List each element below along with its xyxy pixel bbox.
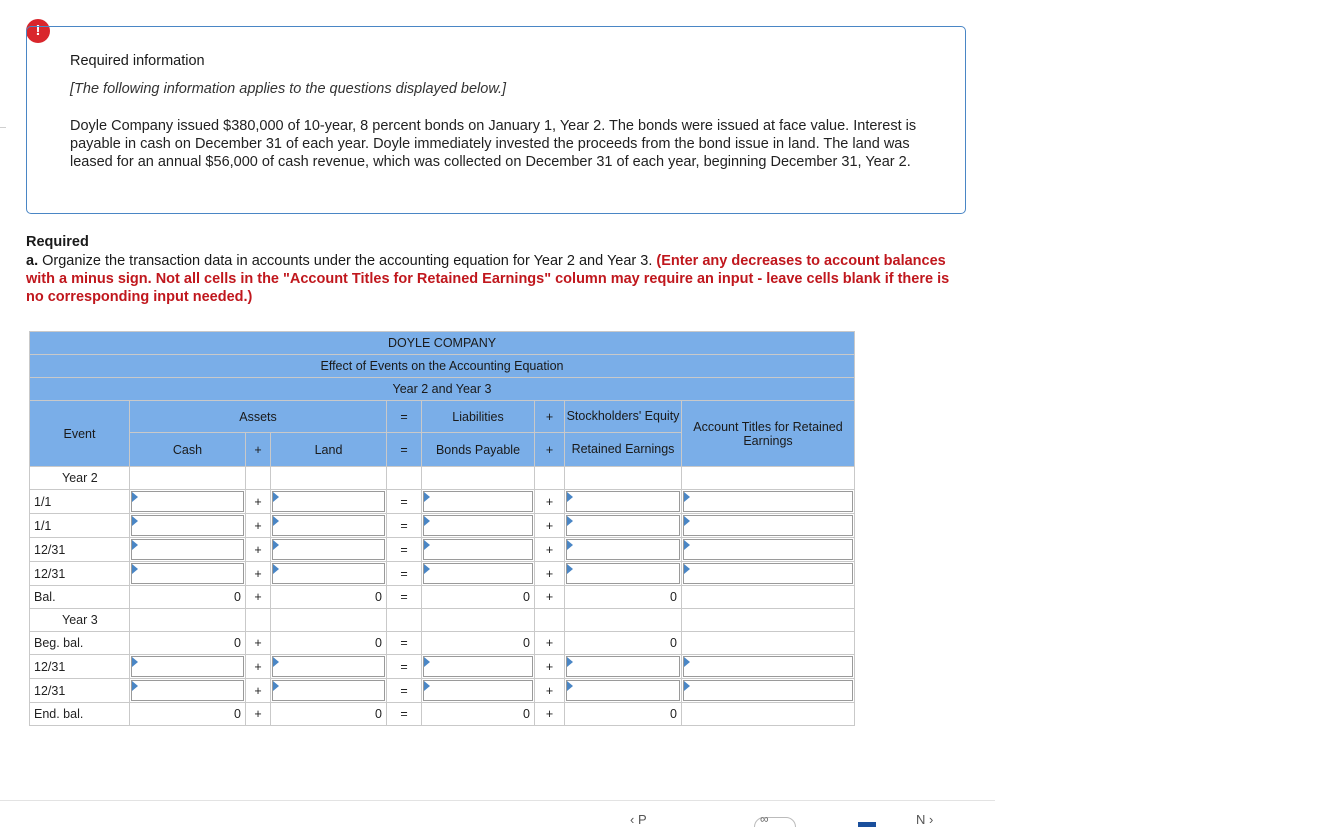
event-cell: 1/1 [30, 514, 130, 538]
plus-sign: + [535, 562, 565, 586]
retained-earnings-input[interactable] [566, 563, 680, 584]
accounting-equation-table [29, 331, 855, 726]
cash-total: 0 [130, 703, 246, 726]
bonds-payable-cell [422, 538, 535, 562]
land-cell [271, 514, 387, 538]
event-cell: End. bal. [30, 703, 130, 726]
plus-sign: + [535, 514, 565, 538]
table-row [30, 632, 855, 655]
empty-cell [130, 609, 246, 632]
cash-cell [130, 655, 246, 679]
land-cell [271, 538, 387, 562]
account-title-cell [682, 514, 855, 538]
equals-sign: = [387, 514, 422, 538]
company-name: DOYLE COMPANY [30, 332, 855, 355]
equals-sign: = [387, 562, 422, 586]
table-row [30, 562, 855, 586]
land-cell [271, 490, 387, 514]
event-cell: Bal. [30, 586, 130, 609]
plus-sign: + [246, 538, 271, 562]
land-total: 0 [271, 632, 387, 655]
empty-cell [535, 609, 565, 632]
plus-sign: + [535, 401, 565, 433]
bonds-payable-cell [422, 562, 535, 586]
required-instructions [26, 252, 956, 306]
alert-icon: ! [26, 19, 50, 43]
plus-sign: + [246, 514, 271, 538]
retained-earnings-total: 0 [565, 703, 682, 726]
bonds-payable-input[interactable] [423, 515, 533, 536]
account-title-input[interactable] [683, 680, 853, 701]
account-title-cell [682, 562, 855, 586]
retained-earnings-total: 0 [565, 632, 682, 655]
plus-sign: + [535, 655, 565, 679]
retained-earnings-cell [565, 562, 682, 586]
empty-cell [387, 609, 422, 632]
assets-header: Assets [130, 401, 387, 433]
bonds-payable-input[interactable] [423, 656, 533, 677]
empty-cell [387, 467, 422, 490]
part-label: a. [26, 253, 39, 269]
plus-sign: + [535, 433, 565, 467]
retained-earnings-cell [565, 655, 682, 679]
table-row [30, 586, 855, 609]
bonds-payable-total: 0 [422, 586, 535, 609]
plus-sign: + [535, 538, 565, 562]
section-label: Year 2 [30, 467, 130, 490]
plus-sign: + [535, 679, 565, 703]
account-title-input[interactable] [683, 539, 853, 560]
bonds-payable-header: Bonds Payable [422, 433, 535, 467]
bonds-payable-total: 0 [422, 632, 535, 655]
equals-sign: = [387, 679, 422, 703]
plus-sign: + [246, 562, 271, 586]
grid-icon[interactable] [858, 822, 876, 827]
bonds-payable-input[interactable] [423, 539, 533, 560]
section-row [30, 467, 855, 490]
empty-cell [246, 609, 271, 632]
empty-cell [682, 586, 855, 609]
retained-earnings-input[interactable] [566, 680, 680, 701]
retained-earnings-input[interactable] [566, 656, 680, 677]
retained-earnings-cell [565, 514, 682, 538]
next-button[interactable]: N › [916, 812, 934, 827]
table-row [30, 703, 855, 726]
empty-cell [535, 467, 565, 490]
retained-earnings-input[interactable] [566, 515, 680, 536]
table-row [30, 679, 855, 703]
equals-sign: = [387, 632, 422, 655]
plus-sign: + [535, 490, 565, 514]
required-heading: Required [26, 234, 89, 250]
account-title-cell [682, 538, 855, 562]
cash-input[interactable] [131, 491, 244, 512]
cash-total: 0 [130, 586, 246, 609]
cash-header: Cash [130, 433, 246, 467]
account-title-input[interactable] [683, 656, 853, 677]
land-input[interactable] [272, 539, 385, 560]
bonds-payable-cell [422, 679, 535, 703]
table-row [30, 538, 855, 562]
empty-cell [130, 467, 246, 490]
land-cell [271, 562, 387, 586]
instruction-text: Organize the transaction data in accounts under the accounting equation for Year 2 and Year 3. [42, 253, 653, 269]
account-title-cell [682, 679, 855, 703]
plus-sign: + [535, 632, 565, 655]
land-total: 0 [271, 703, 387, 726]
required-information-box [26, 26, 966, 214]
cash-total: 0 [130, 632, 246, 655]
retained-earnings-cell [565, 490, 682, 514]
section-row [30, 609, 855, 632]
plus-sign: + [535, 703, 565, 726]
table-row [30, 655, 855, 679]
equals-sign: = [387, 586, 422, 609]
table-row [30, 490, 855, 514]
cash-cell [130, 490, 246, 514]
plus-sign: + [535, 586, 565, 609]
retained-earnings-cell [565, 679, 682, 703]
plus-sign: + [246, 655, 271, 679]
bonds-payable-input[interactable] [423, 491, 533, 512]
plus-sign: + [246, 490, 271, 514]
cash-input[interactable] [131, 539, 244, 560]
bonds-payable-cell [422, 655, 535, 679]
info-body: Doyle Company issued $380,000 of 10-year, 8 percent bonds on January 1, Year 2. The bonds were issued at face value. Interest is payable in cash on December 31 of each year. Doyle immediately invested the proceeds from the bond issue in land. The land was leased for an annual $56,000 of cash revenue, which was collected on December 31 of each year, beginning December 31, Year 2. [70, 118, 917, 170]
land-cell [271, 679, 387, 703]
table-period: Year 2 and Year 3 [30, 378, 855, 401]
retained-earnings-cell [565, 538, 682, 562]
equals-sign: = [387, 401, 422, 433]
account-title-cell [682, 655, 855, 679]
section-label: Year 3 [30, 609, 130, 632]
cash-input[interactable] [131, 563, 244, 584]
cash-cell [130, 679, 246, 703]
table-subtitle: Effect of Events on the Accounting Equation [30, 355, 855, 378]
equals-sign: = [387, 538, 422, 562]
account-titles-header: Account Titles for Retained Earnings [682, 401, 855, 467]
empty-cell [422, 467, 535, 490]
divider [0, 127, 6, 128]
stockholders-equity-header: Stockholders' Equity [565, 401, 682, 433]
empty-cell [682, 703, 855, 726]
plus-sign: + [246, 703, 271, 726]
plus-sign: + [246, 433, 271, 467]
empty-cell [246, 467, 271, 490]
cash-input[interactable] [131, 656, 244, 677]
empty-cell [682, 467, 855, 490]
retained-earnings-input[interactable] [566, 539, 680, 560]
account-title-input[interactable] [683, 491, 853, 512]
retained-earnings-input[interactable] [566, 491, 680, 512]
cash-input[interactable] [131, 515, 244, 536]
event-cell: 12/31 [30, 562, 130, 586]
account-title-input[interactable] [683, 515, 853, 536]
account-title-input[interactable] [683, 563, 853, 584]
empty-cell [271, 467, 387, 490]
cash-cell [130, 514, 246, 538]
cash-input[interactable] [131, 680, 244, 701]
event-cell: Beg. bal. [30, 632, 130, 655]
empty-cell [422, 609, 535, 632]
table-row [30, 514, 855, 538]
link-icon[interactable]: ∞ [760, 812, 769, 826]
equals-sign: = [387, 433, 422, 467]
bonds-payable-cell [422, 490, 535, 514]
cash-cell [130, 562, 246, 586]
retained-earnings-total: 0 [565, 586, 682, 609]
event-cell: 12/31 [30, 679, 130, 703]
equals-sign: = [387, 703, 422, 726]
empty-cell [271, 609, 387, 632]
equals-sign: = [387, 490, 422, 514]
land-header: Land [271, 433, 387, 467]
prev-button[interactable]: ‹ P [630, 812, 647, 827]
empty-cell [565, 609, 682, 632]
empty-cell [682, 632, 855, 655]
account-title-cell [682, 490, 855, 514]
retained-earnings-header: Retained Earnings [565, 433, 682, 467]
equals-sign: = [387, 655, 422, 679]
land-input[interactable] [272, 491, 385, 512]
cash-cell [130, 538, 246, 562]
liabilities-header: Liabilities [422, 401, 535, 433]
event-cell: 1/1 [30, 490, 130, 514]
land-input[interactable] [272, 563, 385, 584]
plus-sign: + [246, 586, 271, 609]
land-input[interactable] [272, 515, 385, 536]
land-input[interactable] [272, 656, 385, 677]
footer-divider [0, 800, 995, 801]
empty-cell [682, 609, 855, 632]
plus-sign: + [246, 679, 271, 703]
event-cell: 12/31 [30, 655, 130, 679]
info-note: [The following information applies to the questions displayed below.] [70, 81, 507, 97]
plus-sign: + [246, 632, 271, 655]
bonds-payable-input[interactable] [423, 563, 533, 584]
land-cell [271, 655, 387, 679]
empty-cell [565, 467, 682, 490]
bonds-payable-input[interactable] [423, 680, 533, 701]
instruction-note: (Enter any decreases to account balances with a minus sign. Not all cells in the "Account Titles for Retained Earnings" column may require an input - leave cells blank if there is no corresponding input needed.) [26, 253, 950, 305]
event-header: Event [30, 401, 130, 467]
land-total: 0 [271, 586, 387, 609]
event-cell: 12/31 [30, 538, 130, 562]
info-title: Required information [70, 53, 205, 69]
bonds-payable-total: 0 [422, 703, 535, 726]
land-input[interactable] [272, 680, 385, 701]
bonds-payable-cell [422, 514, 535, 538]
